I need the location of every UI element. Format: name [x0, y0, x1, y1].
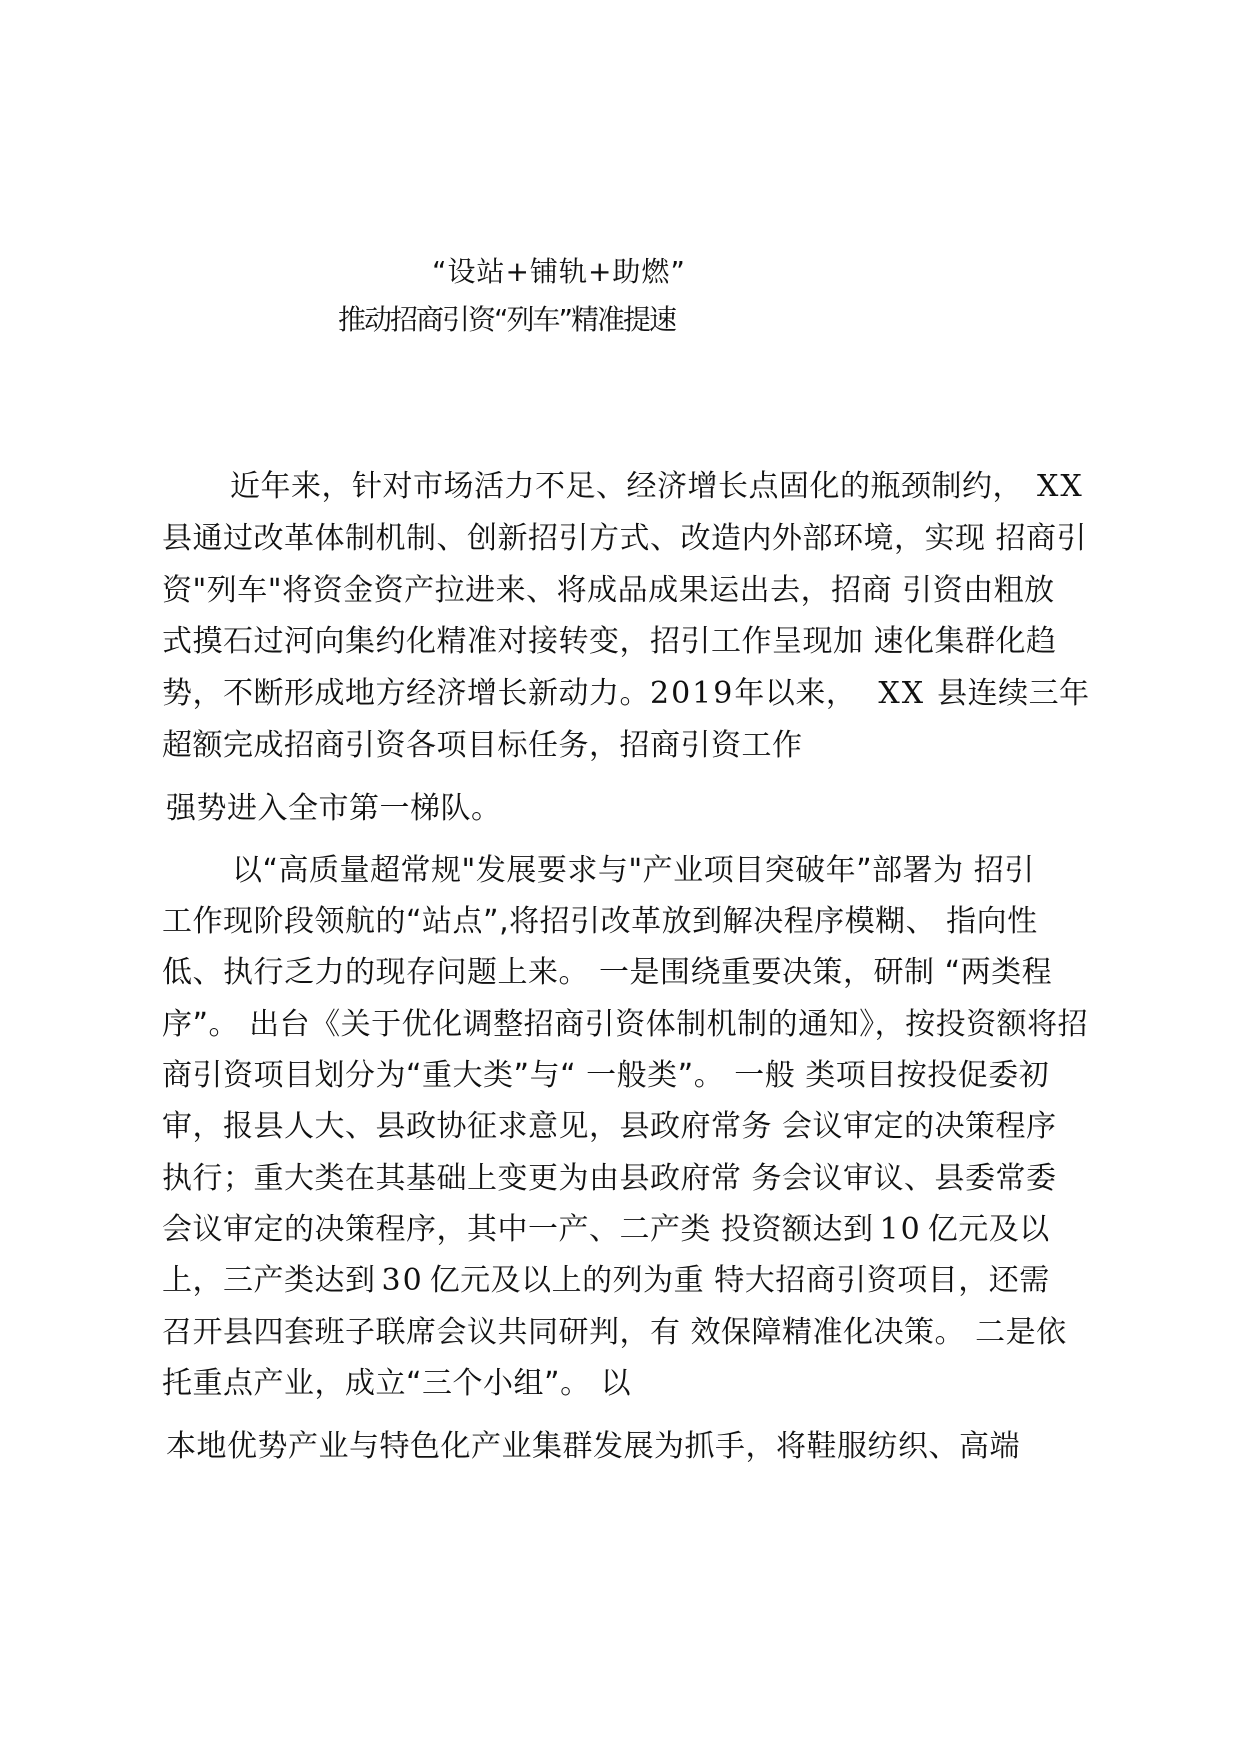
- paragraph-1-line-6: 超额完成招商引资各项目标任务，招商引资工作: [162, 728, 803, 763]
- text-run: 上，三产类达到: [162, 1263, 376, 1298]
- title-line-2: 推动招商引资“列车”精准提速: [338, 303, 676, 336]
- paragraph-2-line-10: 召开县四套班子联席会议共同研判，有 效保障精准化决策。 二是依: [162, 1315, 1067, 1350]
- paragraph-2-line-4: 序”。 出台《关于优化调整招商引资体制机制的通知》，按投资额将招: [162, 1007, 1089, 1042]
- text-run: 亿元及以上的列为重 特大招商引资项目，还需: [429, 1263, 1050, 1298]
- paragraph-2-line-2: 工作现阶段领航的“站点”,将招引改革放到解决程序模糊、 指向性: [162, 904, 1038, 939]
- paragraph-1-line-3: 资"列车"将资金资产拉进来、将成品成果运出去，招商 引资由粗放: [162, 573, 1055, 608]
- paragraph-1-line-4: 式摸石过河向集约化精准对接转变，招引工作呈现加 速化集群化趋: [162, 624, 1057, 659]
- text-run: 年以来，: [734, 676, 857, 711]
- paragraph-2-line-3: 低、执行乏力的现存问题上来。 一是围绕重要决策，研制 “两类程: [162, 955, 1053, 990]
- paragraph-2-line-6: 审，报县人大、县政协征求意见，县政府常务 会议审定的决策程序: [162, 1109, 1057, 1144]
- paragraph-2-line-11: 托重点产业，成立“三个小组”。 以: [162, 1366, 632, 1401]
- text-run: 2019: [650, 676, 735, 711]
- text-run: 势，不断形成地方经济增长新动力。: [162, 676, 650, 711]
- text-run: 县连续三年: [937, 676, 1090, 711]
- text-run: 近年来，针对市场活力不足、经济增长点固化的瓶颈制约，: [230, 469, 1023, 504]
- paragraph-2-line-7: 执行；重大类在其基础上变更为由县政府常 务会议审议、县委常委: [162, 1161, 1057, 1196]
- text-run: 10: [879, 1212, 922, 1247]
- paragraph-2-line-12: 本地优势产业与特色化产业集群发展为抓手，将鞋服纺织、高端: [166, 1429, 1020, 1464]
- paragraph-1-line-5: [162, 675, 1090, 713]
- text-run: XX: [1037, 469, 1084, 504]
- text-run: 会议审定的决策程序，其中一产、二产类 投资额达到: [162, 1212, 874, 1247]
- paragraph-2-line-8: [162, 1211, 1050, 1249]
- paragraph-2-line-1: 以“高质量超常规"发展要求与"产业项目突破年”部署为 招引: [232, 853, 1035, 888]
- paragraph-1-line-1: [230, 468, 1084, 506]
- paragraph-1-line-7: 强势进入全市第一梯队。: [166, 791, 502, 826]
- text-run: 30: [381, 1263, 424, 1298]
- text-run: 亿元及以: [927, 1212, 1050, 1247]
- paragraph-2-line-9: [162, 1262, 1050, 1300]
- text-run: XX: [878, 676, 926, 711]
- paragraph-2-line-5: 商引资项目划分为“重大类”与“ 一般类”。 一般 类项目按投促委初: [162, 1058, 1050, 1093]
- title-line-1: “设站+铺轨+助燃”: [432, 255, 686, 288]
- paragraph-1-line-2: 县通过改革体制机制、创新招引方式、改造内外部环境，实现 招商引: [162, 521, 1088, 556]
